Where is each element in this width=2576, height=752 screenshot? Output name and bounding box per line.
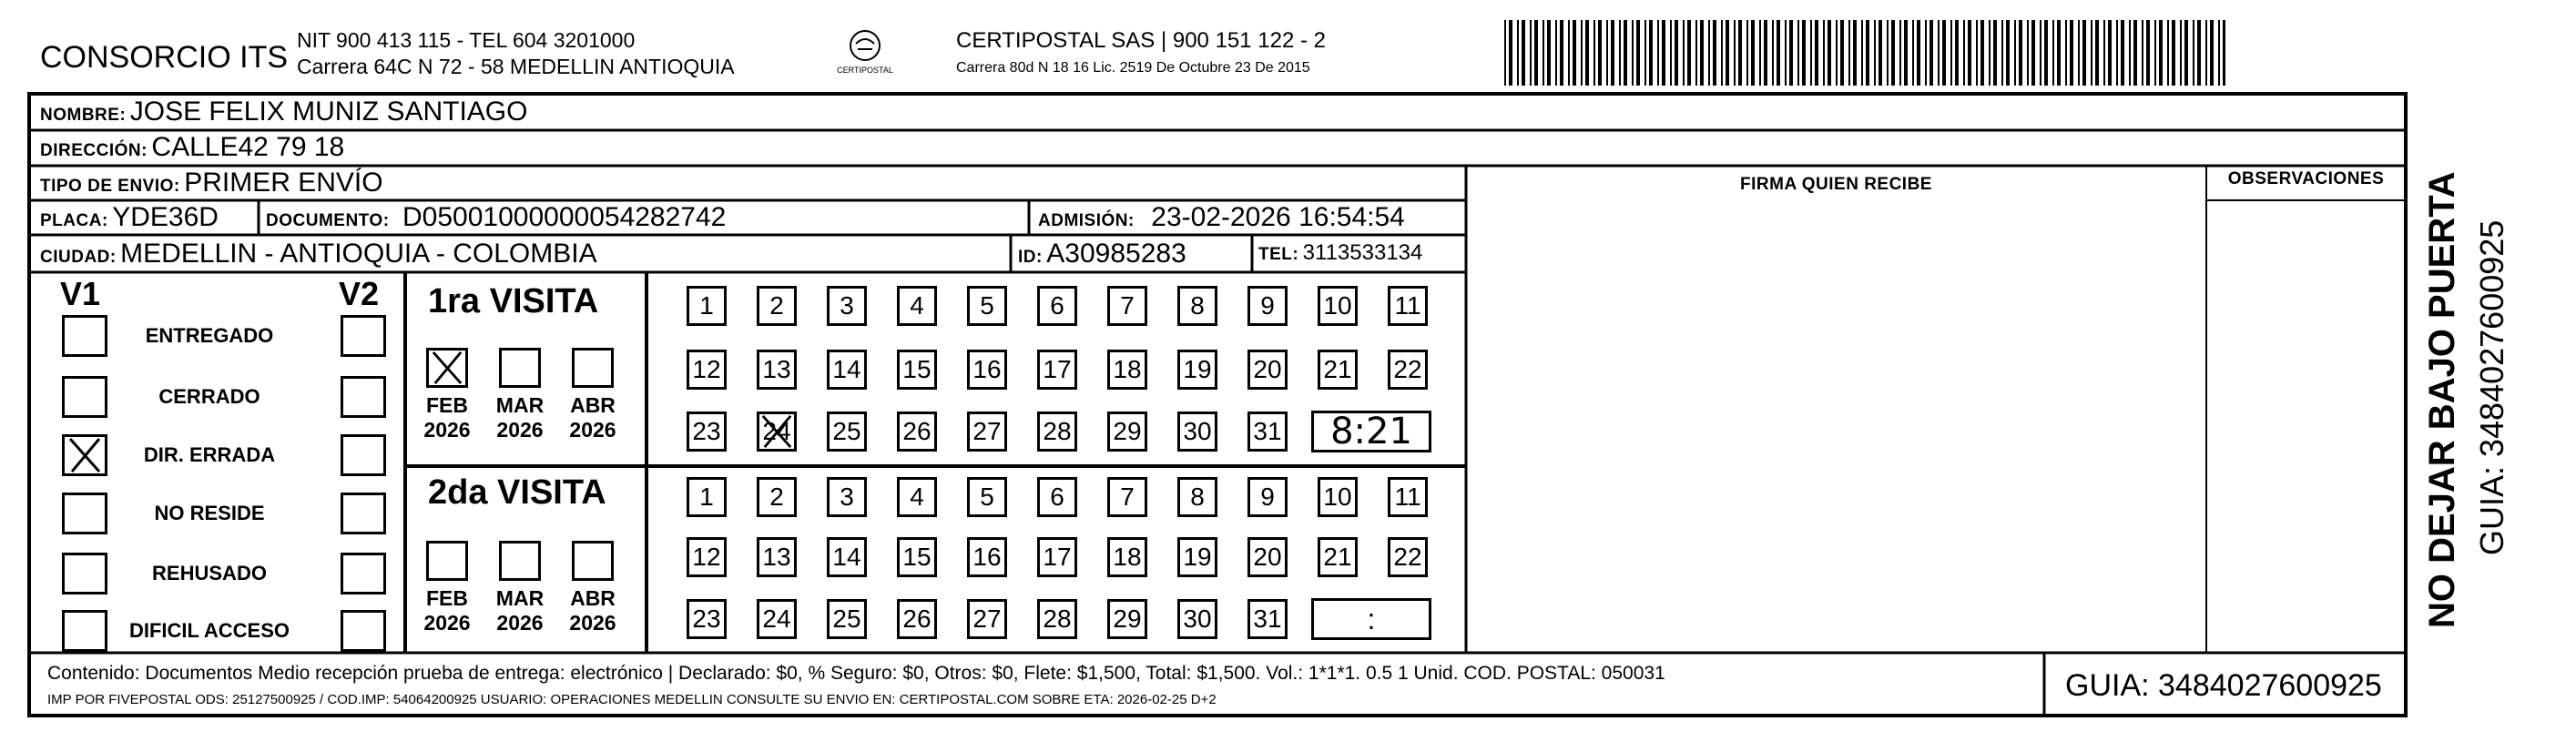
year-label: 2026: [496, 418, 544, 442]
nombre-value: JOSE FELIX MUNIZ SANTIAGO: [129, 97, 528, 127]
tipo-row: [40, 168, 383, 198]
documento-label: DOCUMENTO:: [266, 211, 390, 230]
day-checkbox[interactable]: [1037, 477, 1077, 517]
day-number: 9: [1260, 291, 1275, 320]
day-number: 12: [692, 355, 721, 383]
day-checkbox[interactable]: [1247, 599, 1288, 639]
visita1-title: 1ra VISITA: [428, 282, 599, 320]
day-number: 16: [972, 355, 1002, 383]
day-number: 20: [1253, 355, 1282, 383]
v2-checkbox[interactable]: [341, 376, 386, 418]
side-guia: GUIA: 3484027600925: [2473, 219, 2510, 555]
day-number: 6: [1050, 291, 1064, 320]
day-checkbox[interactable]: [897, 286, 937, 326]
observaciones-header: OBSERVACIONES: [2227, 169, 2385, 188]
day-checkbox[interactable]: [897, 477, 937, 517]
day-checkbox[interactable]: [1318, 477, 1358, 517]
contenido-text: Contenido: Documentos Medio recepción prueba de entrega: electrónico | Declarado: $0, % Seguro: $0, Otros: $0, Flete: $1,500, Total: $1,500. Vol.: 1*1*1. 0.5 1 Unid. COD. POSTAL: 050031: [47, 663, 1665, 684]
v1-checkbox[interactable]: [62, 434, 107, 476]
day-checkbox[interactable]: [687, 537, 727, 577]
ciudad-label: CIUDAD:: [40, 248, 117, 267]
day-checkbox[interactable]: [757, 599, 797, 639]
v1-checkbox[interactable]: [62, 610, 107, 652]
day-number: 8: [1190, 483, 1205, 511]
id-cell: [1018, 239, 1186, 269]
day-checkbox[interactable]: [1037, 286, 1077, 326]
day-number: 27: [972, 417, 1002, 445]
check-mark-icon: [759, 414, 794, 449]
admision-value: 23-02-2026 16:54:54: [1151, 202, 1405, 232]
visita1-time-box[interactable]: 8:21: [1311, 411, 1431, 452]
placa-value: YDE36D: [112, 202, 219, 232]
ciudad-cell: [40, 239, 597, 269]
day-checkbox[interactable]: [687, 350, 727, 390]
admision-label: ADMISIÓN:: [1038, 211, 1135, 230]
logo-text: CERTIPOSTAL: [837, 66, 893, 75]
day-checkbox[interactable]: [1037, 537, 1077, 577]
month-label: FEB: [426, 586, 468, 610]
tipo-label: TIPO DE ENVIO:: [40, 177, 180, 196]
warning-text: NO DEJAR BAJO PUERTA: [2422, 171, 2462, 628]
year-label: 2026: [496, 611, 544, 635]
v1-checkbox[interactable]: [62, 553, 107, 594]
day-number: 26: [902, 417, 932, 445]
day-number: 13: [762, 543, 791, 571]
documento-cell: [266, 202, 726, 233]
day-checkbox[interactable]: [1107, 286, 1147, 326]
day-number: 18: [1113, 543, 1142, 571]
day-number: 29: [1113, 417, 1142, 445]
month-checkbox[interactable]: [572, 541, 614, 581]
day-checkbox[interactable]: [827, 286, 867, 326]
day-checkbox[interactable]: [1107, 412, 1147, 452]
day-checkbox[interactable]: [967, 599, 1007, 639]
certi-line: CERTIPOSTAL SAS | 900 151 122 - 2: [956, 28, 1326, 53]
day-number: 31: [1253, 417, 1282, 445]
v1-checkbox[interactable]: [62, 315, 107, 357]
day-checkbox[interactable]: [897, 350, 937, 390]
day-checkbox[interactable]: [1388, 286, 1428, 326]
id-value: A30985283: [1046, 239, 1186, 269]
day-number: 17: [1043, 355, 1072, 383]
day-checkbox[interactable]: [827, 350, 867, 390]
nit-line: NIT 900 413 115 - TEL 604 3201000: [297, 28, 636, 52]
day-number: 17: [1043, 543, 1072, 571]
day-checkbox[interactable]: [1037, 599, 1077, 639]
day-number: 1: [699, 483, 714, 511]
placa-label: PLACA:: [40, 211, 108, 230]
placa-cell: [40, 202, 219, 233]
day-number: 29: [1113, 605, 1142, 633]
v2-checkbox[interactable]: [341, 434, 386, 476]
day-checkbox[interactable]: [1107, 350, 1147, 390]
month-label: MAR: [495, 586, 545, 610]
day-number: 1: [699, 291, 714, 320]
day-number: 3: [840, 483, 854, 511]
day-checkbox[interactable]: [1318, 286, 1358, 326]
day-number: 12: [692, 543, 721, 571]
direccion-row: [40, 132, 344, 163]
day-number: 8: [1190, 291, 1205, 320]
day-number: 22: [1393, 543, 1422, 571]
ciudad-value: MEDELLIN - ANTIOQUIA - COLOMBIA: [120, 239, 597, 269]
day-number: 21: [1323, 355, 1352, 383]
day-number: 18: [1113, 355, 1142, 383]
company-name: CONSORCIO ITS: [40, 40, 289, 75]
firma-header: FIRMA QUIEN RECIBE: [1740, 175, 1932, 194]
direccion-label: DIRECCIÓN:: [40, 141, 148, 160]
day-checkbox[interactable]: [1247, 350, 1288, 390]
day-checkbox[interactable]: [827, 537, 867, 577]
day-checkbox[interactable]: [1318, 350, 1358, 390]
day-checkbox[interactable]: [1107, 537, 1147, 577]
day-number: 13: [762, 355, 791, 383]
v1-label: V1: [60, 275, 101, 312]
day-number: 2: [769, 483, 784, 511]
day-number: 28: [1043, 605, 1072, 633]
day-checkbox[interactable]: [1388, 477, 1428, 517]
license-line: Carrera 80d N 18 16 Lic. 2519 De Octubre 23 De 2015: [956, 60, 1310, 76]
day-checkbox[interactable]: [757, 412, 797, 452]
day-checkbox[interactable]: [757, 350, 797, 390]
day-number: 30: [1183, 417, 1212, 445]
check-mark-icon: [429, 351, 465, 385]
day-checkbox[interactable]: [1318, 537, 1358, 577]
v2-checkbox[interactable]: [341, 610, 386, 652]
year-label: 2026: [423, 418, 471, 442]
status-label: REHUSADO: [152, 562, 267, 584]
day-checkbox[interactable]: [967, 412, 1007, 452]
documento-value: D05001000000054282742: [402, 202, 727, 232]
day-checkbox[interactable]: [1177, 537, 1217, 577]
day-number: 14: [832, 543, 861, 571]
day-checkbox[interactable]: [897, 537, 937, 577]
day-checkbox[interactable]: [897, 412, 937, 452]
check-mark-icon: [65, 437, 105, 473]
day-checkbox[interactable]: [757, 286, 797, 326]
day-number: 28: [1043, 417, 1072, 445]
day-checkbox[interactable]: [967, 286, 1007, 326]
day-checkbox[interactable]: [967, 350, 1007, 390]
tel-label: TEL:: [1258, 245, 1299, 264]
status-label: DIR. ERRADA: [143, 443, 276, 466]
day-number: 23: [692, 605, 721, 633]
day-checkbox[interactable]: [757, 477, 797, 517]
address-line: Carrera 64C N 72 - 58 MEDELLIN ANTIOQUIA: [297, 55, 735, 78]
day-checkbox[interactable]: [1177, 477, 1217, 517]
visita2-title: 2da VISITA: [428, 473, 606, 512]
admision-cell: [1038, 202, 1405, 233]
nombre-row: [40, 97, 527, 127]
day-number: 2: [769, 291, 784, 320]
day-number: 3: [840, 291, 854, 320]
day-checkbox[interactable]: [1247, 412, 1288, 452]
direccion-value: CALLE42 79 18: [151, 132, 345, 162]
day-checkbox[interactable]: [1247, 537, 1288, 577]
day-checkbox[interactable]: [687, 412, 727, 452]
v2-checkbox[interactable]: [341, 493, 386, 534]
day-number: 14: [832, 355, 861, 383]
day-number: 9: [1260, 483, 1275, 511]
status-label: DIFICIL ACCESO: [128, 619, 290, 642]
v2-label: V2: [339, 275, 380, 312]
month-label: MAR: [495, 393, 545, 417]
day-checkbox[interactable]: [1388, 537, 1428, 577]
day-checkbox[interactable]: [1247, 286, 1288, 326]
day-checkbox[interactable]: [1037, 350, 1077, 390]
day-number: 27: [972, 605, 1002, 633]
day-number: 15: [902, 543, 932, 571]
imp-text: IMP POR FIVEPOSTAL ODS: 25127500925 / COD.IMP: 54064200925 USUARIO: OPERACIONES MEDELLIN CONSULTE SU ENVIO EN: CERTIPOSTAL.COM SOBRE ETA: 2026-02-25 D+2: [47, 692, 1217, 707]
v1-checkbox[interactable]: [62, 493, 107, 534]
year-label: 2026: [569, 611, 616, 635]
day-checkbox[interactable]: [897, 599, 937, 639]
visita2-time-box[interactable]: :: [1311, 598, 1431, 640]
day-checkbox[interactable]: [1177, 599, 1217, 639]
day-number: 22: [1393, 355, 1422, 383]
month-checkbox[interactable]: [426, 348, 468, 388]
month-checkbox[interactable]: [499, 541, 541, 581]
day-number: 24: [762, 417, 791, 445]
day-number: 4: [910, 483, 924, 511]
tipo-value: PRIMER ENVÍO: [184, 168, 383, 198]
month-checkbox[interactable]: [426, 541, 468, 581]
day-number: 6: [1050, 483, 1064, 511]
month-label: FEB: [426, 393, 468, 417]
day-checkbox[interactable]: [1247, 477, 1288, 517]
year-label: 2026: [423, 611, 471, 635]
day-number: 25: [832, 417, 861, 445]
day-checkbox[interactable]: [1037, 412, 1077, 452]
day-number: 19: [1183, 543, 1212, 571]
v1-checkbox[interactable]: [62, 376, 107, 418]
id-label: ID:: [1018, 248, 1043, 267]
day-checkbox[interactable]: [827, 599, 867, 639]
status-label: CERRADO: [158, 385, 260, 408]
month-checkbox[interactable]: [572, 348, 614, 388]
day-checkbox[interactable]: [687, 286, 727, 326]
day-checkbox[interactable]: [1177, 412, 1217, 452]
day-number: 11: [1394, 291, 1421, 320]
day-number: 16: [972, 543, 1002, 571]
day-number: 11: [1394, 483, 1421, 511]
status-label: NO RESIDE: [154, 502, 265, 524]
day-number: 25: [832, 605, 861, 633]
day-number: 4: [910, 291, 924, 320]
day-checkbox[interactable]: [757, 537, 797, 577]
footer-guia: GUIA: 3484027600925: [2065, 668, 2382, 703]
day-number: 26: [902, 605, 932, 633]
day-number: 24: [762, 605, 791, 633]
v2-checkbox[interactable]: [341, 315, 386, 357]
day-number: 30: [1183, 605, 1212, 633]
year-label: 2026: [569, 418, 616, 442]
day-checkbox[interactable]: [1177, 286, 1217, 326]
day-number: 5: [980, 483, 994, 511]
day-number: 31: [1253, 605, 1282, 633]
day-checkbox[interactable]: [687, 599, 727, 639]
tel-value: 3113533134: [1302, 240, 1423, 265]
day-checkbox[interactable]: [1177, 350, 1217, 390]
day-checkbox[interactable]: [827, 412, 867, 452]
day-number: 23: [692, 417, 721, 445]
day-number: 7: [1120, 483, 1135, 511]
day-checkbox[interactable]: [1388, 350, 1428, 390]
day-checkbox[interactable]: [687, 477, 727, 517]
day-checkbox[interactable]: [827, 477, 867, 517]
day-number: 7: [1120, 291, 1135, 320]
day-number: 20: [1253, 543, 1282, 571]
day-number: 10: [1323, 483, 1352, 511]
day-number: 15: [902, 355, 932, 383]
nombre-label: NOMBRE:: [40, 106, 127, 125]
day-number: 21: [1323, 543, 1352, 571]
month-label: ABR: [570, 586, 616, 610]
day-number: 19: [1183, 355, 1212, 383]
day-checkbox[interactable]: [967, 477, 1007, 517]
day-number: 5: [980, 291, 994, 320]
day-checkbox[interactable]: [1107, 477, 1147, 517]
day-number: 10: [1323, 291, 1352, 320]
v2-checkbox[interactable]: [341, 553, 386, 594]
status-label: ENTREGADO: [145, 324, 274, 347]
month-checkbox[interactable]: [499, 348, 541, 388]
day-checkbox[interactable]: [967, 537, 1007, 577]
month-label: ABR: [570, 393, 616, 417]
day-checkbox[interactable]: [1107, 599, 1147, 639]
tel-cell: [1258, 240, 1422, 266]
